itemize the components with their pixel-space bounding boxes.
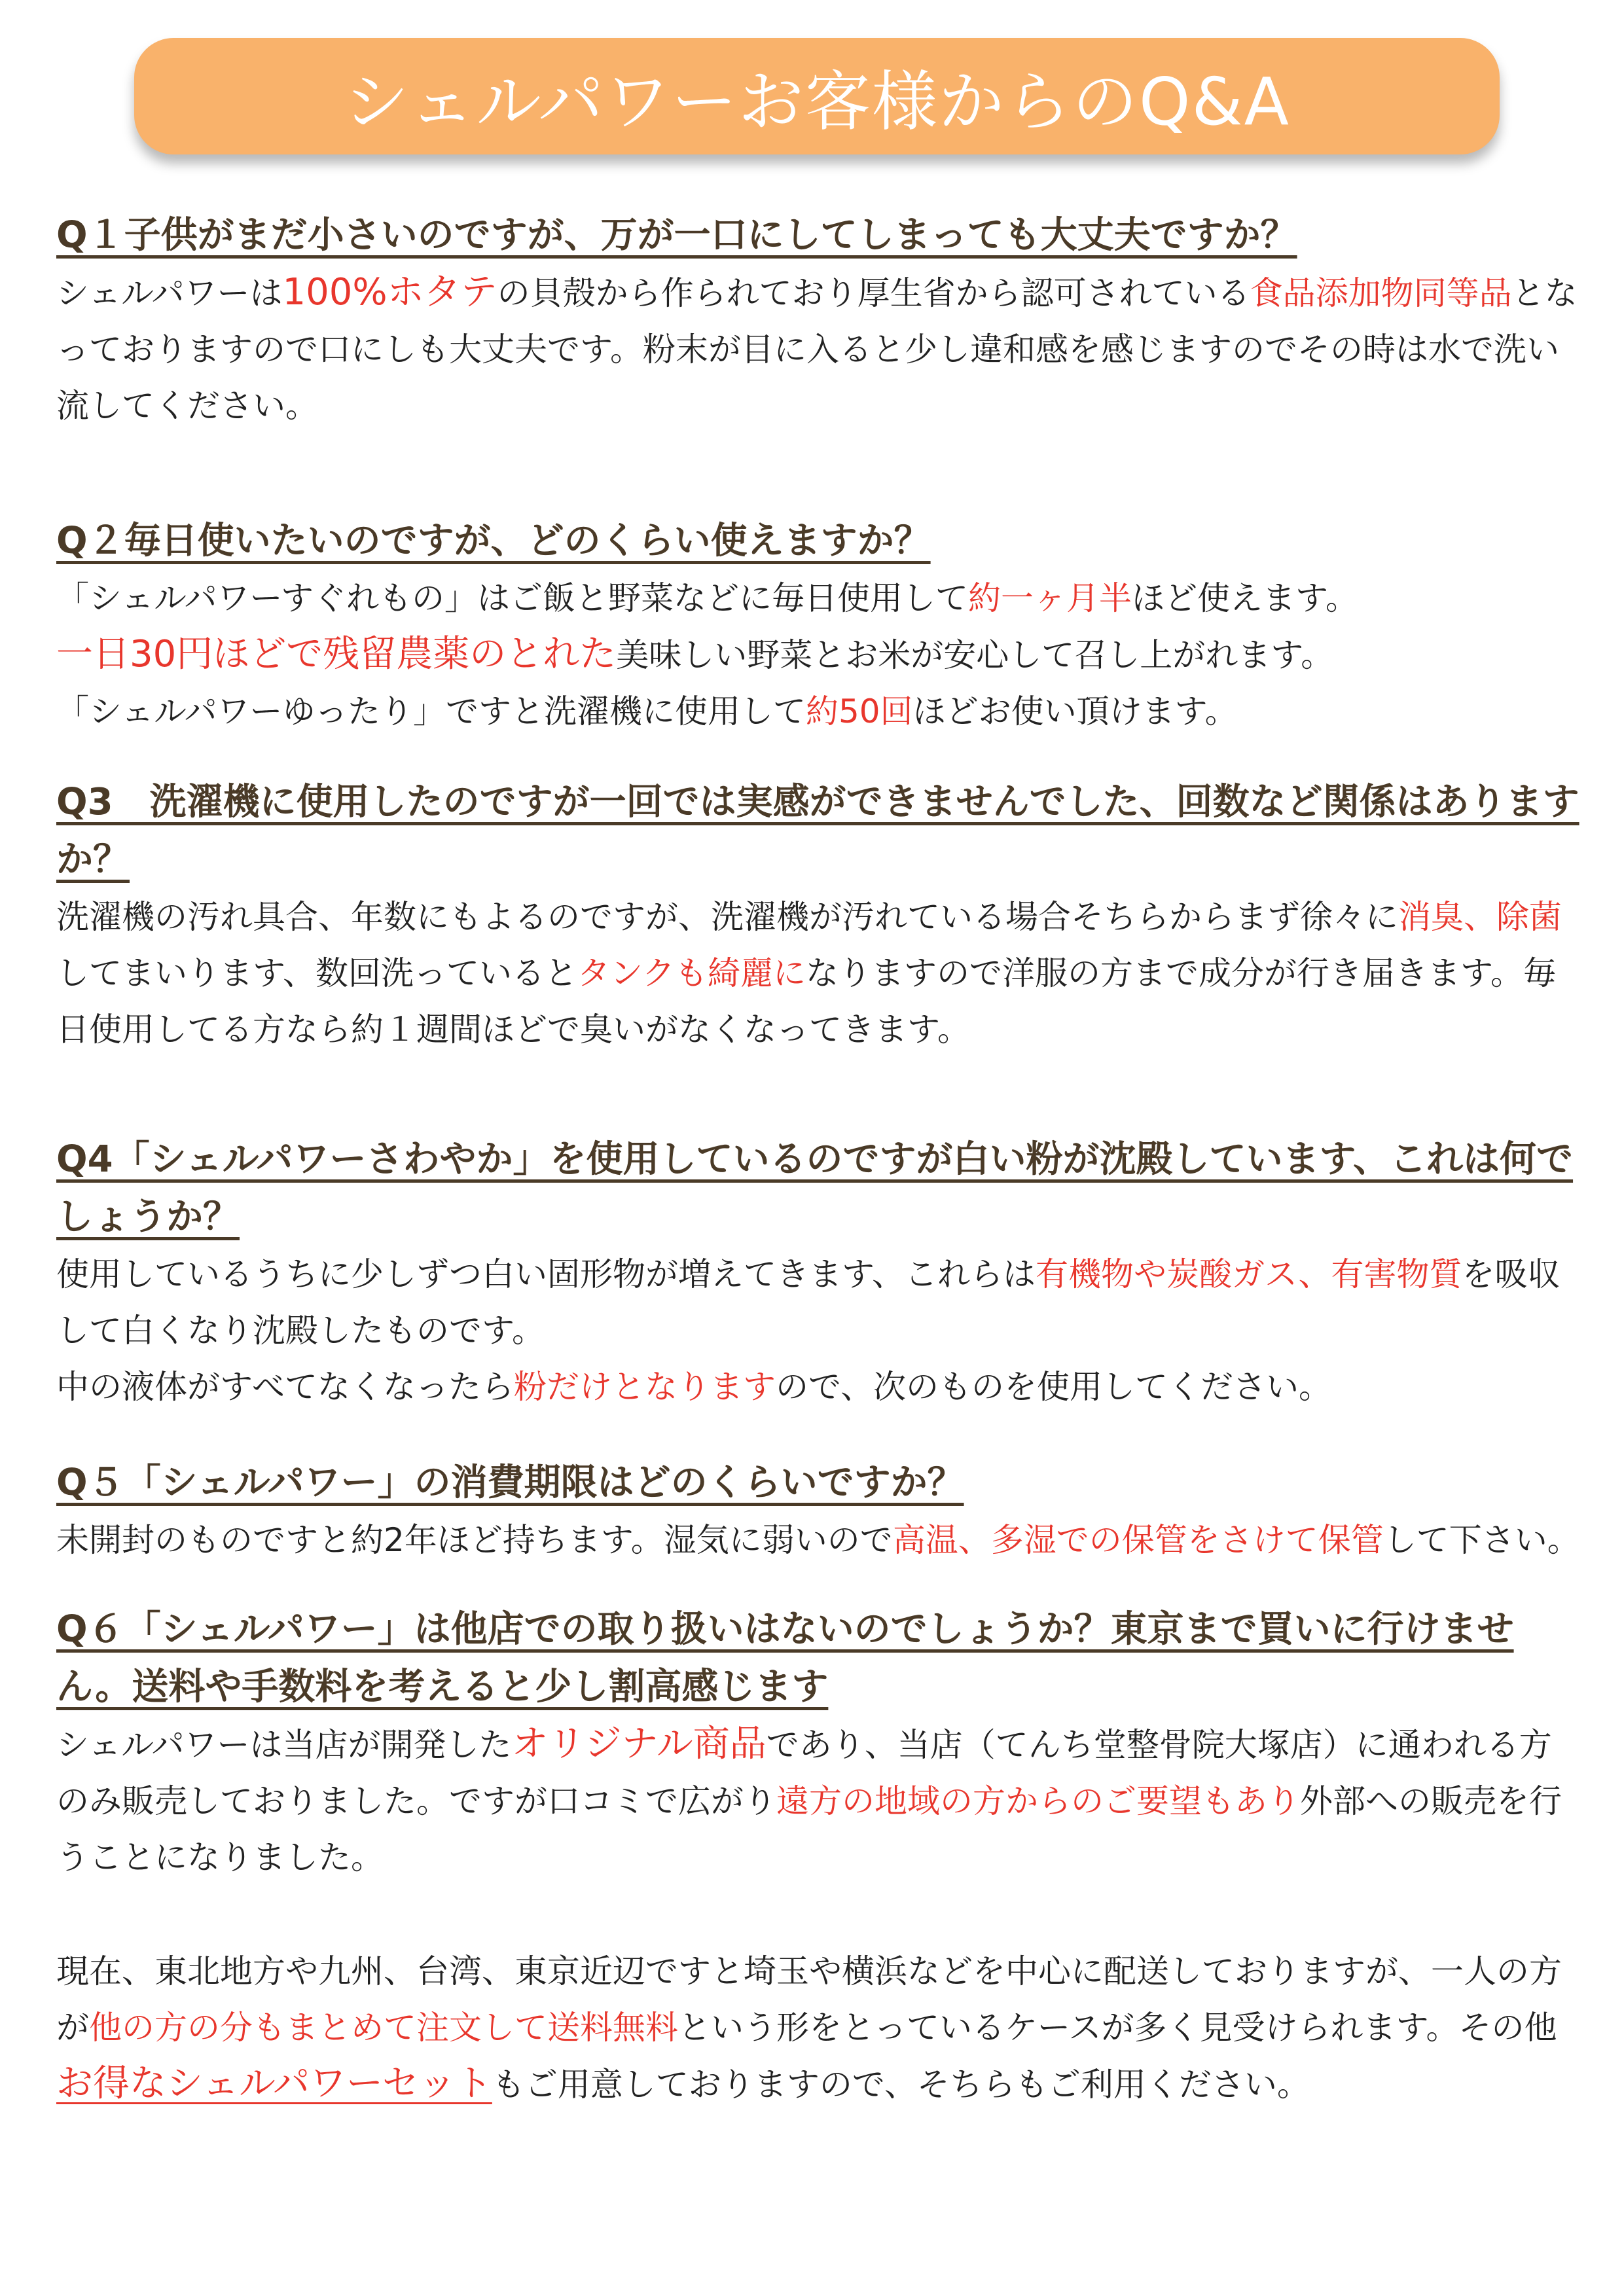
qa-item-1	[56, 207, 1581, 434]
highlight-text: オリジナル商品	[511, 1723, 767, 1765]
answer-5	[56, 1512, 1581, 1568]
answer-text: を吸収して白くなり沈殿したものです。	[56, 1255, 1561, 1350]
highlight-text: タンクも綺麗に	[577, 954, 806, 992]
qa-item-4	[56, 1131, 1581, 1415]
answer-text: シェルパワーは当店が開発した	[56, 1726, 512, 1764]
answer-text: 使用しているうちに少しずつ白い固形物が増えてきます、これらは	[56, 1255, 1036, 1293]
answer-4	[56, 1246, 1581, 1415]
answer-text: シェルパワーは	[56, 274, 283, 312]
qa-item-3	[56, 774, 1581, 1058]
highlight-text: 約一ヶ月半	[968, 579, 1132, 617]
answer-6-paragraph-2	[56, 1943, 1581, 2113]
highlight-text: 遠方の地域の方からのご要望もあり	[776, 1782, 1300, 1820]
answer-text: ほど使えます。	[1132, 579, 1358, 617]
answer-text: 美味しい野菜とお米が安心して召し上がれます。	[616, 636, 1334, 674]
question-5: Q５「シェルパワー」の消費期限はどのくらいですか？	[56, 1462, 964, 1504]
title-banner	[134, 38, 1500, 154]
answer-text: という形をとっているケースが多く見受けられます。その他	[678, 2009, 1557, 2047]
answer-text: 洗濯機の汚れ具合、年数にもよるのですが、洗濯機が汚れている場合そちらからまず徐々に	[56, 898, 1398, 936]
highlight-text: 100%ホタテ	[282, 271, 497, 314]
answer-text: であり、当店（てんち堂整骨院大塚店）に通われる方のみ販売しておりました。ですが口コミで広がり	[56, 1726, 1552, 1820]
question-2: Q２毎日使いたいのですが、どのくらい使えますか？	[56, 520, 931, 562]
answer-text: 未開封のものですと約2年ほど持ちます。湿気に弱いので	[56, 1521, 893, 1559]
answer-text: して下さい。	[1383, 1521, 1580, 1559]
question-3: Q3 洗濯機に使用したのですが一回では実感ができませんでした、回数など関係はありますか？	[56, 781, 1579, 881]
answer-3	[56, 889, 1581, 1058]
highlight-text: 他の方の分もまとめて注文して送料無料	[89, 2009, 678, 2047]
qa-item-5	[56, 1454, 1581, 1568]
highlight-text: 粉だけとなります	[514, 1368, 776, 1406]
highlight-text: 一日30円ほどで残留農薬のとれた	[56, 633, 617, 675]
set-link[interactable]: お得なシェルパワーセット	[56, 2062, 492, 2105]
highlight-text: 消臭、除菌	[1398, 898, 1562, 936]
highlight-text: 高温、多湿での保管をさけて保管	[892, 1521, 1384, 1559]
answer-text: 「シェルパワーゆったり」ですと洗濯機に使用して	[56, 692, 806, 730]
qa-item-2	[56, 512, 1581, 740]
answer-1	[56, 264, 1581, 434]
highlight-text: 約50回	[806, 692, 913, 730]
answer-text: してまいります、数回洗っていると	[56, 954, 577, 992]
qa-item-6	[56, 1601, 1581, 2113]
answer-text: 現在、東北地方や九州、台湾、東京近辺ですと埼玉や横浜などを中心に配送しておりますが、一人の方が	[56, 1952, 1562, 2047]
answer-text: となっておりますので口にしも大丈夫です。粉末が目に入ると少し違和感を感じますのでその時は水で洗い流してください。	[56, 274, 1578, 425]
answer-text: なりますので洋服の方まで成分が行き届きます。毎日使用してる方なら約１週間ほどで臭いがなくなってきます。	[56, 954, 1556, 1049]
highlight-text: 有機物や炭酸ガス、有害物質	[1036, 1255, 1462, 1293]
qa-list	[56, 207, 1581, 2113]
answer-text: ほどお使い頂けます。	[912, 692, 1238, 730]
question-1: Q１子供がまだ小さいのですが、万が一口にしてしまっても大丈夫ですか？	[56, 214, 1297, 257]
page-title: シェルパワーお客様からのQ&A	[343, 63, 1291, 140]
answer-text: 「シェルパワーすぐれもの」はご飯と野菜などに毎日使用して	[56, 579, 968, 617]
answer-2	[56, 570, 1581, 740]
question-6: Q６「シェルパワー」は他店での取り扱いはないのでしょうか？東京まで買いに行けません。送料や手数料を考えると少し割高感じます	[56, 1608, 1514, 1708]
question-4: Q4「シェルパワーさわやか」を使用しているのですが白い粉が沈殿しています、これは何でしょうか？	[56, 1138, 1574, 1238]
answer-text: の貝殻から作られており厚生省から認可されている	[497, 274, 1250, 312]
answer-text: 外部への販売を行うことになりました。	[56, 1782, 1562, 1876]
answer-6	[56, 1716, 1581, 1886]
answer-text: ので、次のものを使用してください。	[776, 1368, 1331, 1406]
answer-text: 中の液体がすべてなくなったら	[56, 1368, 514, 1406]
highlight-text: 食品添加物同等品	[1250, 274, 1512, 312]
answer-text: もご用意しておりますので、そちらもご利用ください。	[492, 2066, 1310, 2104]
